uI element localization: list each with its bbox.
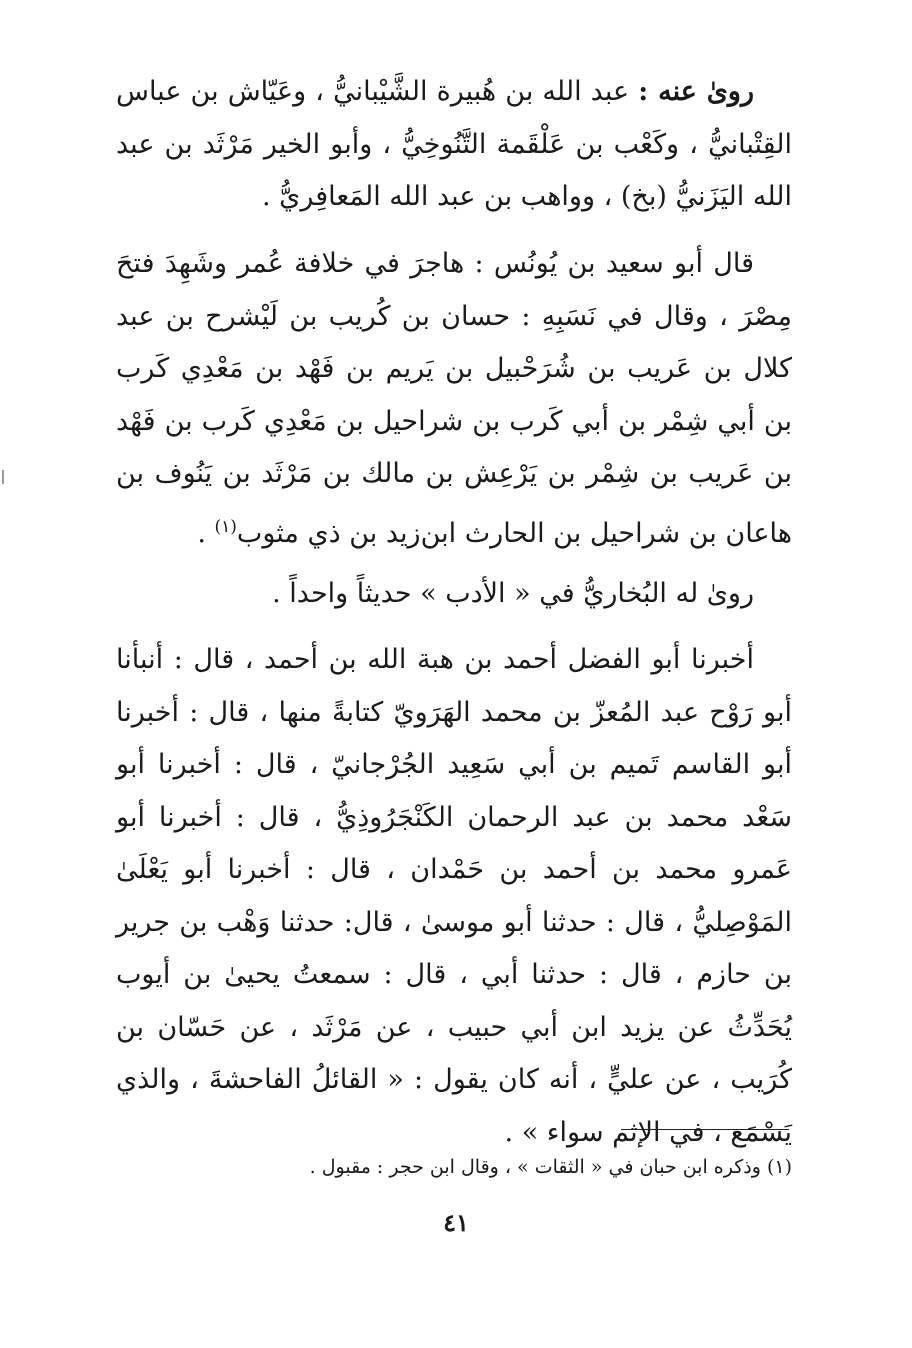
footnote-marker[interactable]: (١): [214, 516, 237, 537]
footnote-divider: [621, 1129, 789, 1130]
isnad-text: أخبرنا أبو الفضل أحمد بن هبة الله بن أحمد ، قال : أنبأنا أبو رَوْح عبد المُعزّ بن محمد الهَرَويّ كتابةً منها ، قال : أخبرنا أبو القاسم تَميم بن أبي سَعِيد الجُرْجانيّ ، قال : أخبرنا أبو سَعْد محمد بن عبد الرحمان الكَنْجَرُوذِيُّ ، قال : أخبرنا أبو عَمرو محمد بن أحمد بن حَمْدان ، قال : أخبرنا أبو يَعْلَىٰ المَوْصِليُّ ، قال : حدثنا أبو موسىٰ ، قال: حدثنا وَهْب بن جرير بن حازم ، قال : حدثنا أبي ، قال : سمعتُ يحيىٰ بن أيوب يُحَدِّثُ عن يزيد ابن أبي حبيب ، عن مَرْثَد ، عن حَسّان بن كُرَيب ، عن عليٍّ ، أنه كان يقول : « القائلُ الفاحشةَ ، والذي يَسْمَع ، في الإثم سواء » .: [116, 644, 792, 1148]
narrators-text: عبد الله بن هُبيرة الشَّيْبانيُّ ، وعَيّاش بن عباس القِتْبانيُّ ، وكَعْب بن عَلْقَمة التَّنُوخِيُّ ، وأبو الخير مَرْثَد بن عبد الله اليَزَنيُّ (بخ) ، وواهب بن عبد الله المَعافِريُّ .: [116, 76, 792, 212]
narrators-paragraph: [116, 66, 792, 224]
narrators-lead: روىٰ عنه :: [638, 76, 754, 107]
footnote: (١) وذكره ابن حبان في « الثقات » ، وقال ابن حجر : مقبول .: [309, 1156, 792, 1178]
page-number: ٤١: [443, 1208, 469, 1237]
biography-text: قال أبو سعيد بن يُونُس : هاجرَ في خلافة عُمر وشَهِدَ فتحَ مِصْرَ ، وقال في نَسَبِهِ : حسان بن كُريب بن لَيْشرح بن عبد كلال بن عَريب بن شُرَحْبيل بن يَريم بن فَهْد بن مَعْدِي كَرب بن أبي شِمْر بن أبي كَرب بن شراحيل بن مَعْدِي كَرب بن فَهْد بن عَريب بن شِمْر بن يَرْعِش بن مالك بن مَرْثَد بن يَنُوف بن هاعان بن شراحيل بن الحارث ابن‌زيد بن ذي مثوب: [116, 248, 792, 549]
bukhari-text: روىٰ له البُخاريُّ في « الأدب » حديثاً واحداً .: [272, 578, 754, 609]
isnad-paragraph: [116, 634, 792, 1159]
biography-paragraph: [116, 238, 792, 560]
bukhari-paragraph: [116, 568, 792, 621]
biography-end: .: [197, 517, 215, 549]
margin-mark: [2, 470, 4, 484]
